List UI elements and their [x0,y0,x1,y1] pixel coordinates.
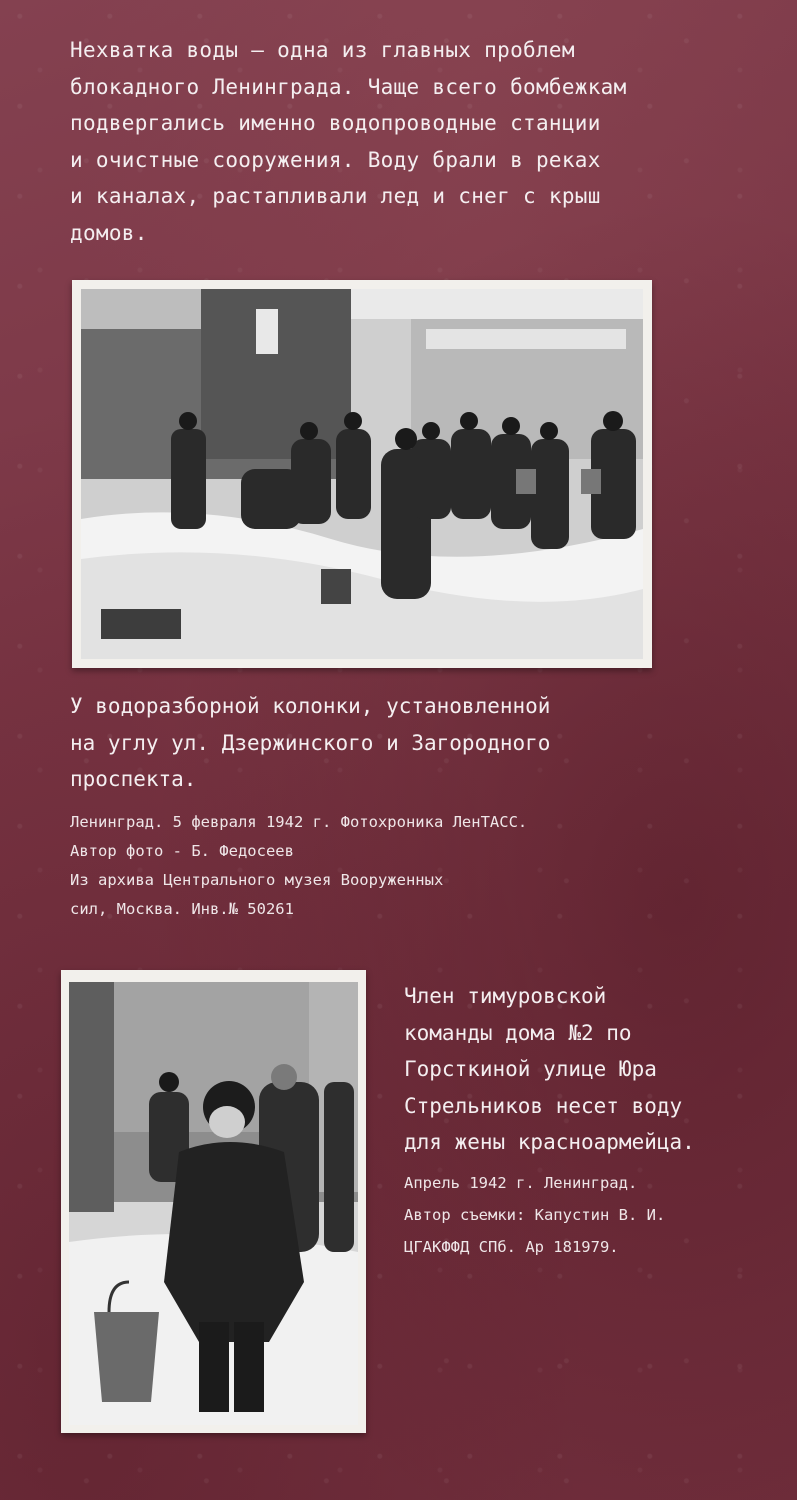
photo-boy-credit: Апрель 1942 г. Ленинград. Автор съемки: Капустин В. И. ЦГАКФФД СПб. Ар 181979. [404,1174,666,1256]
photo-water-pump-caption: У водоразборной колонки, установленной на углу ул. Дзержинского и Загородного проспекта. [70,694,551,791]
photo-water-pump-queue [72,280,652,668]
photo-boy-with-bucket [61,970,366,1433]
photo-boy-caption: Член тимуровской команды дома №2 по Горсткиной улице Юра Стрельников несет воду для жены красноармейца. [404,984,695,1154]
photo-boy-with-bucket-image [69,982,358,1425]
intro-paragraph: Нехватка воды — одна из главных проблем блокадного Ленинграда. Чаще всего бомбежкам подвергались именно водопроводные станции и очистные сооружения. Воду брали в реках и каналах, растапливали лед и снег с крыш домов. [70,38,627,245]
photo-water-pump-queue-image [81,289,643,659]
photo-water-pump-credit: Ленинград. 5 февраля 1942 г. Фотохроника ЛенТАСС. Автор фото - Б. Федосеев Из архива Центрального музея Вооруженных сил, Москва. Инв.№ 50261 [70,813,528,918]
